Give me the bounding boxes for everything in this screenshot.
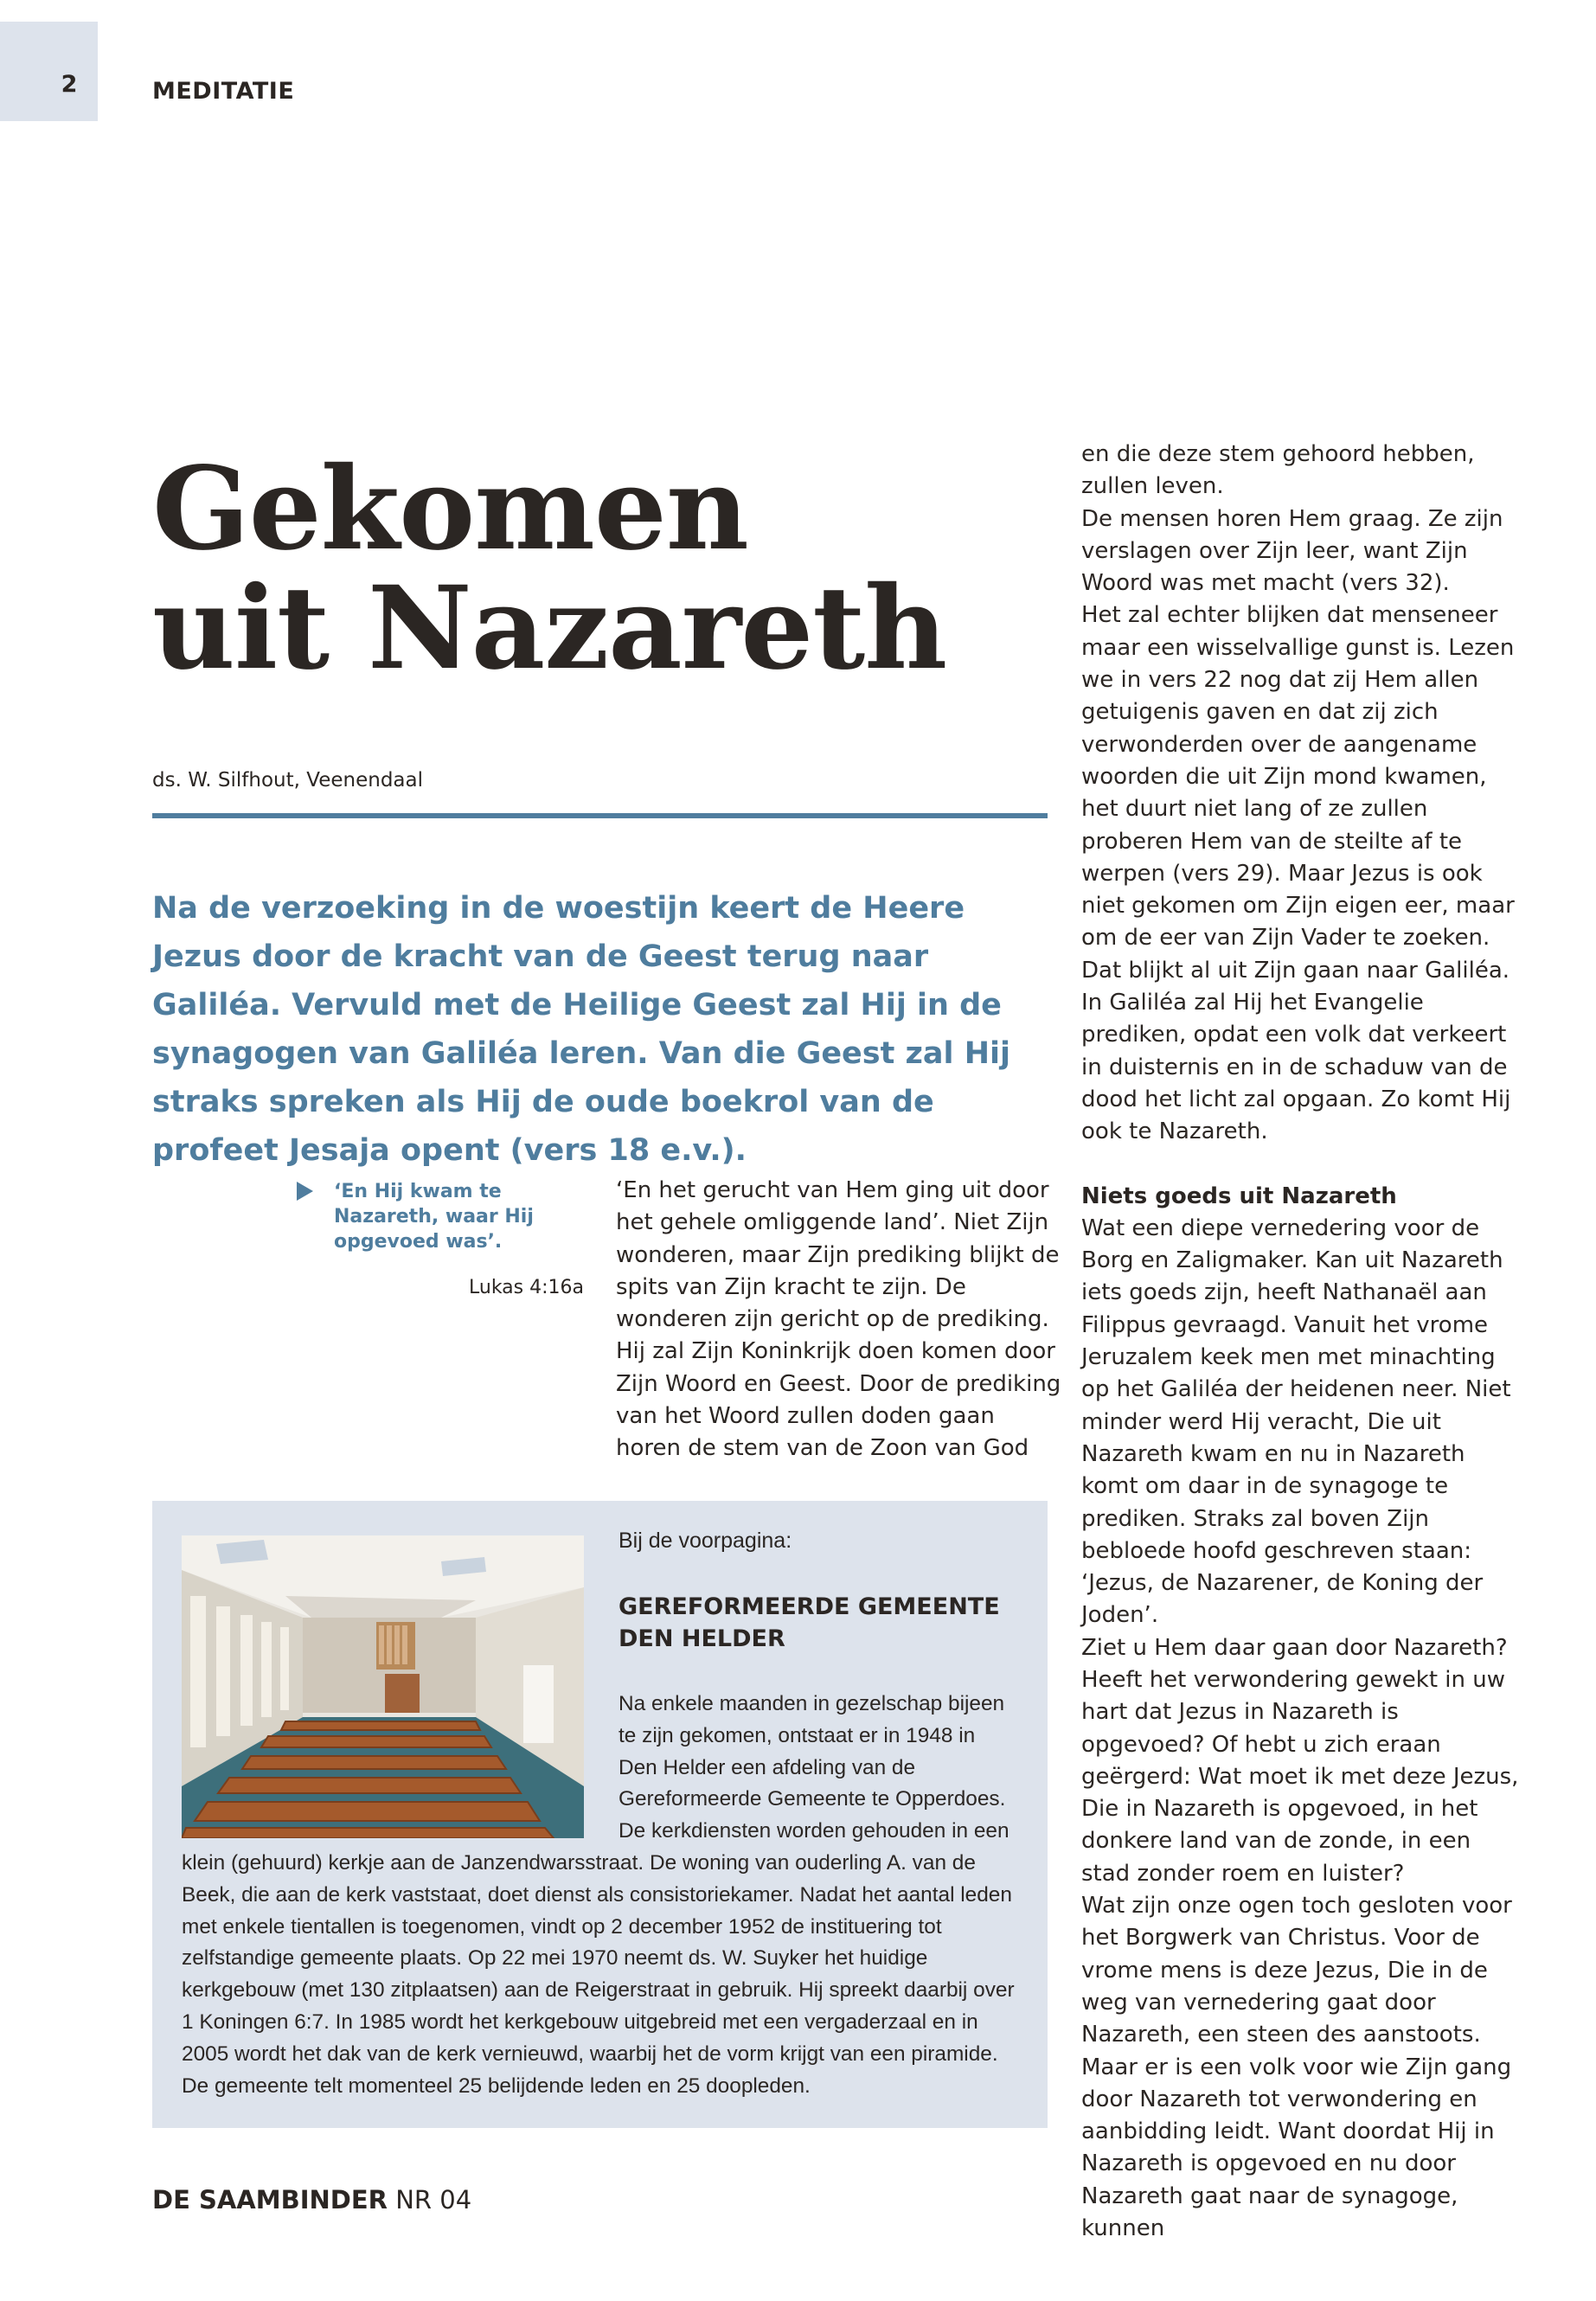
middle-column	[616, 1175, 1066, 1465]
paragraph: Ziet u Hem daar gaan door Nazareth? Heeft het verwondering gewekt in uw hart dat Jezus in Nazareth is opgevoed? Of hebt u zich eraan geërgerd: Wat moet ik met deze Jezus, Die in Nazareth is opgevoed, in het donkere land van de zonde, in een stad zonder roem en luister?	[1081, 1634, 1519, 1887]
paragraph: Wat zijn onze ogen toch gesloten voor het Borgwerk van Christus. Voor de vrome mens is deze Jezus, Die in de weg van vernedering gaat door Nazareth, een steen des aanstoots. Maar er is een volk voor wie Zijn gang door Nazareth tot verwondering en aanbidding leidt. Want doordat Hij in Nazareth is opgevoed en nu door Nazareth gaat naar de synagoge, kunnen	[1081, 1893, 1512, 2242]
pull-quote-reference: Lukas 4:16a	[469, 1277, 584, 1298]
photo-spacer	[182, 1689, 584, 1840]
right-column	[1081, 439, 1522, 2245]
spacer	[1081, 1149, 1522, 1181]
paragraph: De mensen horen Hem graag. Ze zijn verslagen over Zijn leer, want Zijn Woord was met macht (vers 32).	[1081, 505, 1503, 597]
box-heading: GEREFORMEERDE GEMEENTE DEN HELDER	[619, 1593, 1000, 1652]
section-label: MEDITATIE	[152, 78, 295, 105]
box-paragraph: Na enkele maanden in gezelschap bijeen te zijn gekomen, ontstaat er in 1948 in Den Helder een afdeling van de Gereformeerde Gemeente te Opperdoes. De kerkdiensten worden gehouden in een klein (gehuurd) kerkje aan de Janzendwarsstraat. De woning van ouderling A. van de Beek, die aan de kerk vaststaat, doet dienst als consistoriekamer. Nadat het aantal leden met enkele tientallen is toegenomen, vindt op 2 december 1952 de instituering tot zelfstandige gemeente plaats. Op 22 mei 1970 neemt ds. W. Suyker het huidige kerkgebouw (met 130 zitplaatsen) aan de Reigerstraat in gebruik. Hij spreekt daarbij over 1 Koningen 6:7. In 1985 wordt het kerkgebouw uitgebreid met een vergaderzaal en in 2005 wordt het dak van de kerk vernieuwd, waarbij het de vorm krijgt van een piramide.	[182, 1692, 1015, 2066]
paragraph: Het zal echter blijken dat menseneer maar een wisselvallige gunst is. Lezen we in vers 22 nog dat zij Hem allen getuigenis gaven en dat zij zich verwonderden over de aangename woorden die uit Zijn mond kwamen, het duurt niet lang of ze zullen proberen Hem van de steilte af te werpen (vers 29). Maar Jezus is ook niet gekomen om Zijn eigen eer, maar om de eer van Zijn Vader te zoeken. Dat blijkt al uit Zijn gaan naar Galiléa. In Galiléa zal Hij het Evangelie prediken, opdat een volk dat verkeert in duisternis en in de schaduw van de dood het licht zal opgaan. Zo komt Hij ook te Nazareth.	[1081, 602, 1515, 1145]
divider-rule	[152, 813, 1048, 818]
lead-paragraph: Na de verzoeking in de woestijn keert de Heere Jezus door de kracht van de Geest terug naar Galiléa. Vervuld met de Heilige Geest zal Hij in de synagogen van Galiléa leren. Van die Geest zal Hij straks spreken als Hij de oude boekrol van de profeet Jesaja opent (vers 18 e.v.).	[152, 891, 1010, 1168]
issue-number: NR 04	[395, 2185, 472, 2214]
middle-column-text: ‘En het gerucht van Hem ging uit door het gehele omliggende land’. Niet Zijn wonderen, maar Zijn prediking blijkt de spits van Zijn kracht te zijn. De wonderen zijn gericht op de prediking. Hij zal Zijn Koninkrijk doen komen door Zijn Woord en Geest. Door de prediking van het Woord zullen doden gaan horen de stem van de Zoon van God	[616, 1177, 1061, 1462]
page-number: 2	[61, 71, 78, 98]
paragraph: en die deze stem gehoord hebben, zullen leven.	[1081, 441, 1475, 500]
article-author: ds. W. Silfhout, Veenendaal	[152, 769, 424, 792]
title-line-2: uit Nazareth	[152, 561, 947, 695]
magazine-name: DE SAAMBINDER	[152, 2185, 388, 2214]
pull-quote: ‘En Hij kwam te Nazareth, waar Hij opgevoed was’.	[334, 1181, 534, 1253]
subheading: Niets goeds uit Nazareth	[1081, 1183, 1397, 1209]
title-line-1: Gekomen	[152, 442, 748, 576]
article-title	[152, 442, 1017, 695]
play-triangle-icon	[297, 1182, 313, 1201]
box-label: Bij de voorpagina:	[619, 1529, 792, 1553]
paragraph: Wat een diepe vernedering voor de Borg en Zaligmaker. Kan uit Nazareth iets goeds zijn, heeft Nathanaël aan Filippus gevraagd. Vanuit het vrome Jeruzalem keek men met minachting op het Galiléa der heidenen neer. Niet minder werd Hij veracht, Die uit Nazareth kwam en nu in Nazareth komt om daar in de synagoge te prediken. Straks zal boven Zijn bebloede hoofd geschreven staan: ‘Jezus, de Nazarener, de Koning der Joden’.	[1081, 1215, 1511, 1629]
footer	[152, 2185, 471, 2214]
box-paragraph: De gemeente telt momenteel 25 belijdende leden en 25 doopleden.	[182, 2073, 811, 2098]
box-text	[182, 1689, 1016, 2102]
